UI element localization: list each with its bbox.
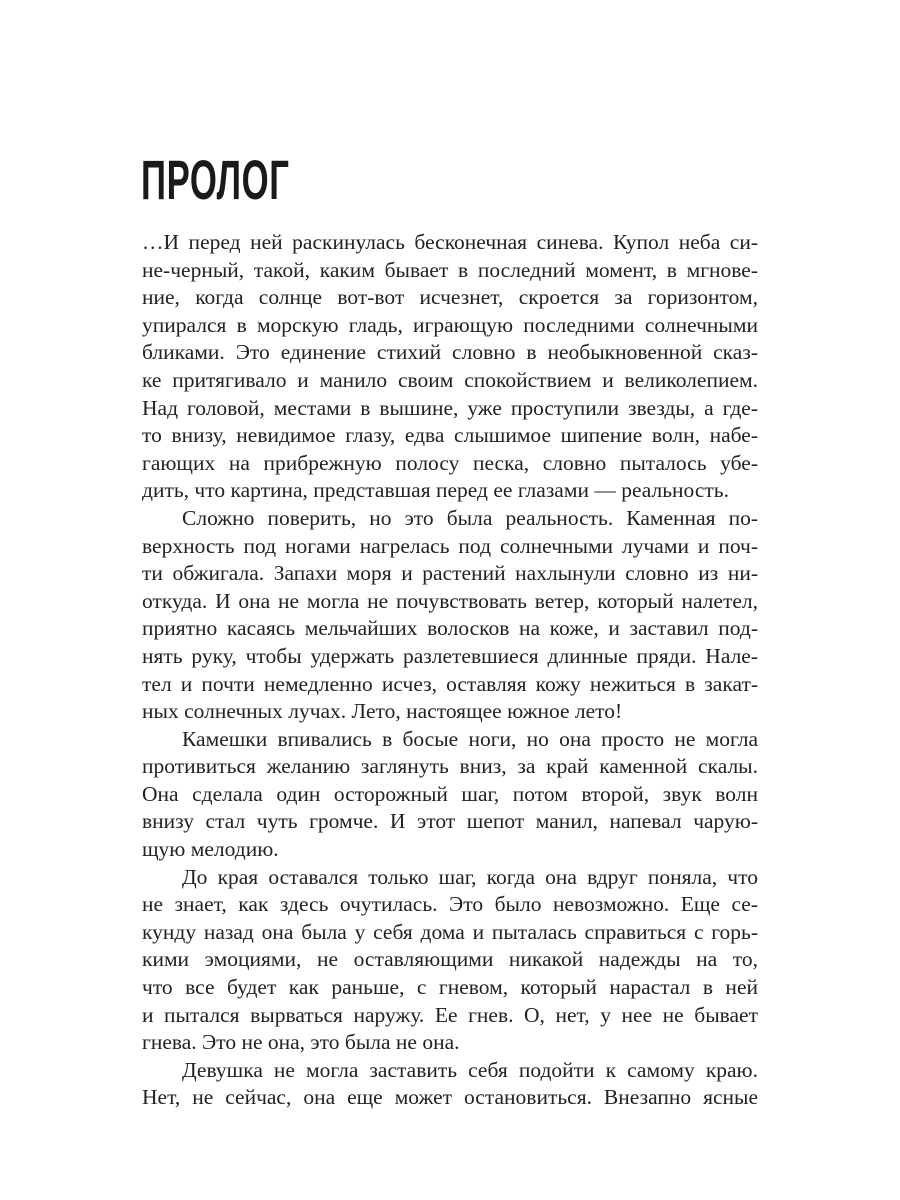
text-line: нять руку, чтобы удержать разлетевшиеся длинные пряди. Нале- xyxy=(142,643,758,668)
text-line: верхность под ногами нагрелась под солнечными лучами и поч- xyxy=(142,533,758,558)
text-line: противиться желанию заглянуть вниз, за край каменной скалы. xyxy=(142,754,758,779)
text-line: то внизу, невидимое глазу, едва слышимое шипение волн, набе- xyxy=(142,423,758,448)
chapter-title: ПРОЛОГ xyxy=(141,148,290,211)
text-line: что все будет как раньше, с гневом, который нарастал в ней xyxy=(142,975,758,1000)
text-line: ке притягивало и манило своим спокойствием и великолепием. xyxy=(142,367,758,392)
text-line: Нет, не сейчас, она еще может остановиться. Внезапно ясные xyxy=(142,1085,758,1110)
text-line: дить, что картина, представшая перед ее глазами — реальность. xyxy=(142,478,729,503)
text-line: тел и почти немедленно исчез, оставляя кожу нежиться в закат- xyxy=(142,671,758,696)
text-line: Она сделала один осторожный шаг, потом второй, звук волн xyxy=(142,781,758,806)
text-line: Над головой, местами в вышине, уже проступили звезды, а где- xyxy=(142,395,758,420)
text-line: ных солнечных лучах. Лето, настоящее южное лето! xyxy=(142,699,623,724)
text-line: Камешки впивались в босые ноги, но она просто не могла xyxy=(182,726,758,751)
text-line: гающих на прибрежную полосу песка, словно пыталось убе- xyxy=(142,450,758,475)
text-line: кунду назад она была у себя дома и пыталась справиться с горь- xyxy=(142,919,758,944)
text-line: …И перед ней раскинулась бесконечная синева. Купол неба си- xyxy=(142,230,758,254)
text-line: бликами. Это единение стихий словно в необыкновенной сказ- xyxy=(142,340,758,365)
text-line: До края оставался только шаг, когда она вдруг поняла, что xyxy=(182,864,758,889)
text-line: ние, когда солнце вот-вот исчезнет, скроется за горизонтом, xyxy=(142,285,758,310)
text-line: гнева. Это не она, это была не она. xyxy=(142,1030,460,1055)
text-line: и пытался вырваться наружу. Ее гнев. О, нет, у нее не бывает xyxy=(142,1002,758,1027)
paragraph xyxy=(142,864,758,1057)
text-line: не знает, как здесь очутилась. Это было невозможно. Еще се- xyxy=(142,892,758,917)
text-line: приятно касаясь мельчайших волосков на коже, и заставил под- xyxy=(142,616,758,641)
text-line: не-черный, такой, каким бывает в последний момент, в мгнове- xyxy=(142,257,758,282)
text-line: ти обжигала. Запахи моря и растений нахлынули словно из ни- xyxy=(142,561,758,586)
text-line: Сложно поверить, но это была реальность. Каменная по- xyxy=(182,505,758,530)
text-line: кими эмоциями, не оставляющими никакой надежды на то, xyxy=(142,947,758,972)
text-line: внизу стал чуть громче. И этот шепот манил, напевал чарую- xyxy=(142,809,758,834)
text-line: щую мелодию. xyxy=(142,837,279,862)
paragraph xyxy=(142,505,758,726)
paragraph xyxy=(142,229,758,505)
paragraph xyxy=(142,1057,758,1112)
text-line: упирался в морскую гладь, играющую последними солнечными xyxy=(142,312,758,337)
text-line: Девушка не могла заставить себя подойти к самому краю. xyxy=(182,1057,758,1082)
paragraph xyxy=(142,726,758,864)
chapter-body xyxy=(142,229,758,1112)
text-line: откуда. И она не могла не почувствовать ветер, который налетел, xyxy=(142,588,758,613)
